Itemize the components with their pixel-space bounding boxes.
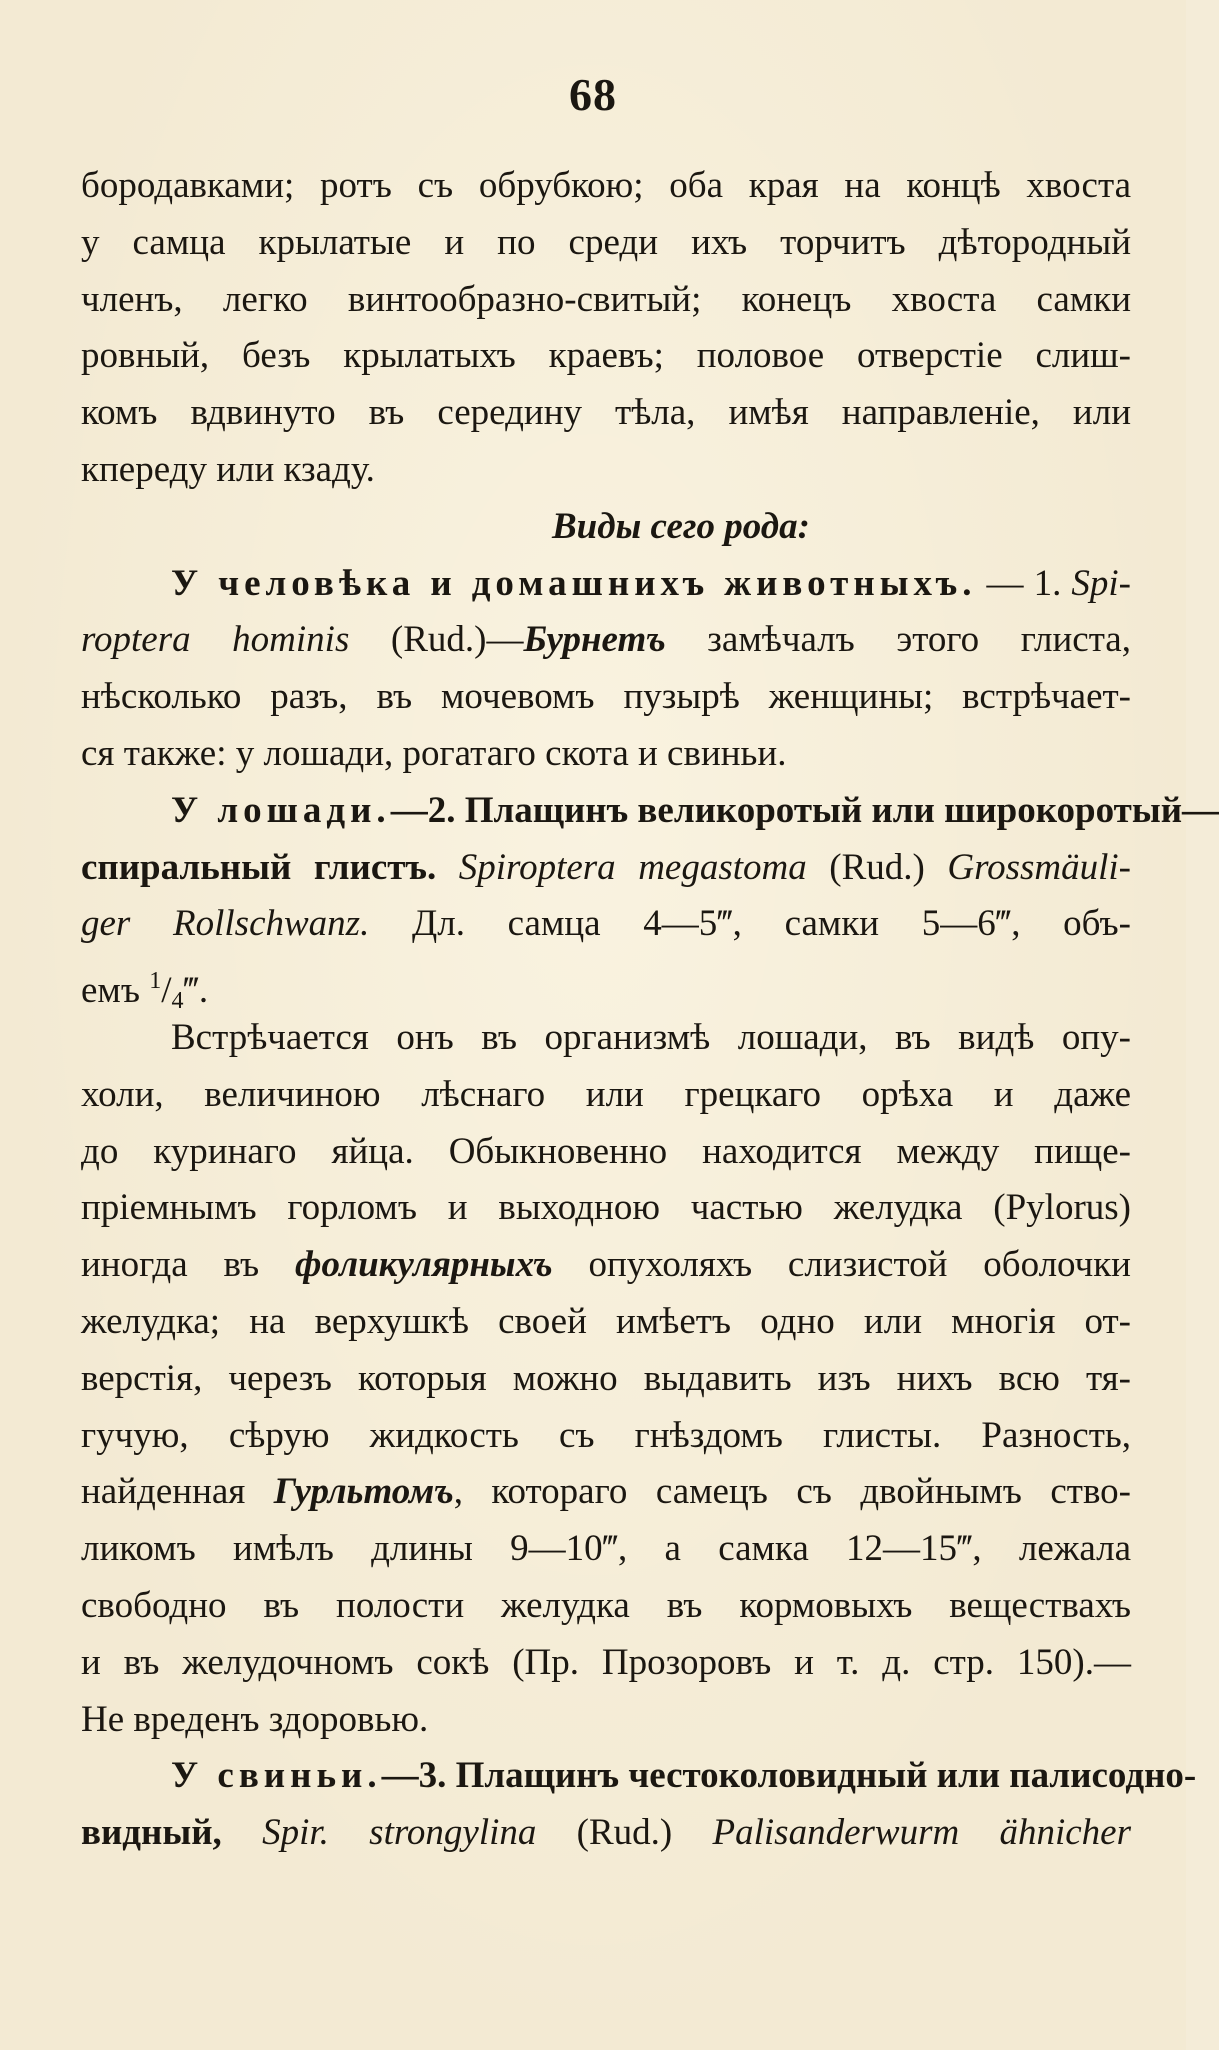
text-line: кпереду или кзаду. bbox=[81, 448, 375, 490]
german-name: Palisanderwurm ähnicher bbox=[712, 1812, 1131, 1854]
latin-name: Spi- bbox=[1071, 562, 1131, 604]
text-line: желудка; на верхушкѣ своей имѣетъ одно или многія от- bbox=[81, 1300, 1131, 1342]
host-heading: У свиньи. bbox=[171, 1755, 382, 1797]
fraction-denominator: 4 bbox=[171, 988, 184, 1015]
text-line: и въ желудочномъ сокѣ (Пр. Прозоровъ и т. д. стр. 150).— bbox=[81, 1641, 1131, 1683]
text-line: гучую, сѣрую жидкость съ гнѣздомъ глисты. Разность, bbox=[81, 1414, 1131, 1456]
text-fragment: опухоляхъ слизистой оболочки bbox=[552, 1244, 1131, 1286]
latin-name: Spir. strongylina bbox=[221, 1812, 537, 1854]
emphasized-term: фоликулярныхъ bbox=[295, 1244, 553, 1286]
text-fragment: найденная bbox=[81, 1471, 274, 1513]
text-line bbox=[81, 896, 1131, 953]
species-entry-3 bbox=[81, 1748, 1197, 1805]
text-line: бородавками; ротъ съ обрубкою; оба края на концѣ хвоста bbox=[81, 165, 1131, 206]
text-line bbox=[81, 840, 1131, 897]
text-line bbox=[81, 1464, 1131, 1521]
text-line: до куринаго яйца. Обыкновенно находится между пище- bbox=[81, 1130, 1131, 1172]
fraction-numerator: 1 bbox=[149, 968, 162, 995]
text-line: нѣсколько разъ, въ мочевомъ пузырѣ женщины; встрѣчает- bbox=[81, 676, 1131, 718]
text-line: свободно въ полости желудка въ кормовыхъ веществахъ bbox=[81, 1584, 1131, 1626]
page-body bbox=[81, 158, 1219, 1862]
text-fragment: замѣчалъ этого глиста, bbox=[665, 619, 1131, 661]
text-line: ровный, безъ крылатыхъ краевъ; половое отверстіе слиш- bbox=[81, 335, 1131, 377]
german-name: Grossmäuli- bbox=[947, 846, 1131, 888]
text-line: пріемнымъ горломъ и выходною частью желудка (Pylorus) bbox=[81, 1187, 1131, 1229]
entry-number: — 1. bbox=[976, 562, 1072, 604]
text-line: холи, величиною лѣснаго или грецкаго орѣха и даже bbox=[81, 1073, 1131, 1115]
page-number: 68 bbox=[569, 69, 617, 120]
latin-name: Spiroptera megastoma bbox=[458, 846, 807, 888]
text-line: членъ, легко винтообразно-свитый; конецъ хвоста самки bbox=[81, 278, 1131, 320]
text-line: ликомъ имѣлъ длины 9—10‴, а самка 12—15‴, лежала bbox=[81, 1528, 1131, 1570]
species-title: —3. Плащинъ честоколовидный или палисодно- bbox=[381, 1755, 1197, 1797]
author-ref: (Rud.) bbox=[806, 846, 948, 888]
measurements: Дл. самца 4—5‴, самки 5—6‴, объ- bbox=[369, 903, 1131, 945]
german-name: ger Rollschwanz. bbox=[81, 903, 370, 945]
species-entry-1 bbox=[81, 556, 1131, 613]
section-heading: Виды сего рода: bbox=[552, 505, 810, 547]
latin-name: roptera hominis bbox=[81, 619, 350, 661]
text-line bbox=[81, 612, 1131, 669]
text-line bbox=[81, 1237, 1131, 1294]
author-ref: (Rud.) bbox=[536, 1812, 713, 1854]
species-title: —2. Плащинъ великоротый или широкоротый— bbox=[390, 789, 1219, 831]
person-name: Гурльтомъ bbox=[273, 1471, 454, 1513]
species-entry-2 bbox=[81, 783, 1219, 840]
host-heading: У человѣка и домашнихъ животныхъ. bbox=[171, 562, 977, 604]
species-title: спиральный глистъ. bbox=[81, 846, 437, 888]
text-line: верстія, черезъ которыя можно выдавить изъ нихъ всю тя- bbox=[81, 1357, 1131, 1399]
host-heading: У лошади. bbox=[171, 789, 391, 831]
person-name: Бурнетъ bbox=[523, 619, 666, 661]
text-fragment: ‴. bbox=[183, 970, 209, 1012]
text-line: комъ вдвинуто въ середину тѣла, имѣя направленіе, или bbox=[81, 392, 1131, 434]
text-fragment: емъ bbox=[81, 970, 150, 1012]
text-line: у самца крылатые и по среди ихъ торчитъ дѣтородный bbox=[81, 221, 1131, 263]
text-line: ся также: у лошади, рогатаго скота и свиньи. bbox=[81, 732, 787, 774]
species-title: видный, bbox=[81, 1812, 222, 1854]
text-fragment: , котораго самецъ съ двойнымъ ство- bbox=[453, 1471, 1131, 1513]
author-ref: (Rud.)— bbox=[349, 619, 524, 661]
text-line: Не вреденъ здоровью. bbox=[81, 1698, 429, 1740]
text-line: емъ $^1/_4‴$. bbox=[81, 968, 209, 1015]
text-line: Встрѣчается онъ въ организмѣ лошади, въ видѣ опу- bbox=[171, 1016, 1131, 1058]
text-fragment: иногда въ bbox=[81, 1244, 296, 1286]
text-line bbox=[81, 1805, 1131, 1862]
